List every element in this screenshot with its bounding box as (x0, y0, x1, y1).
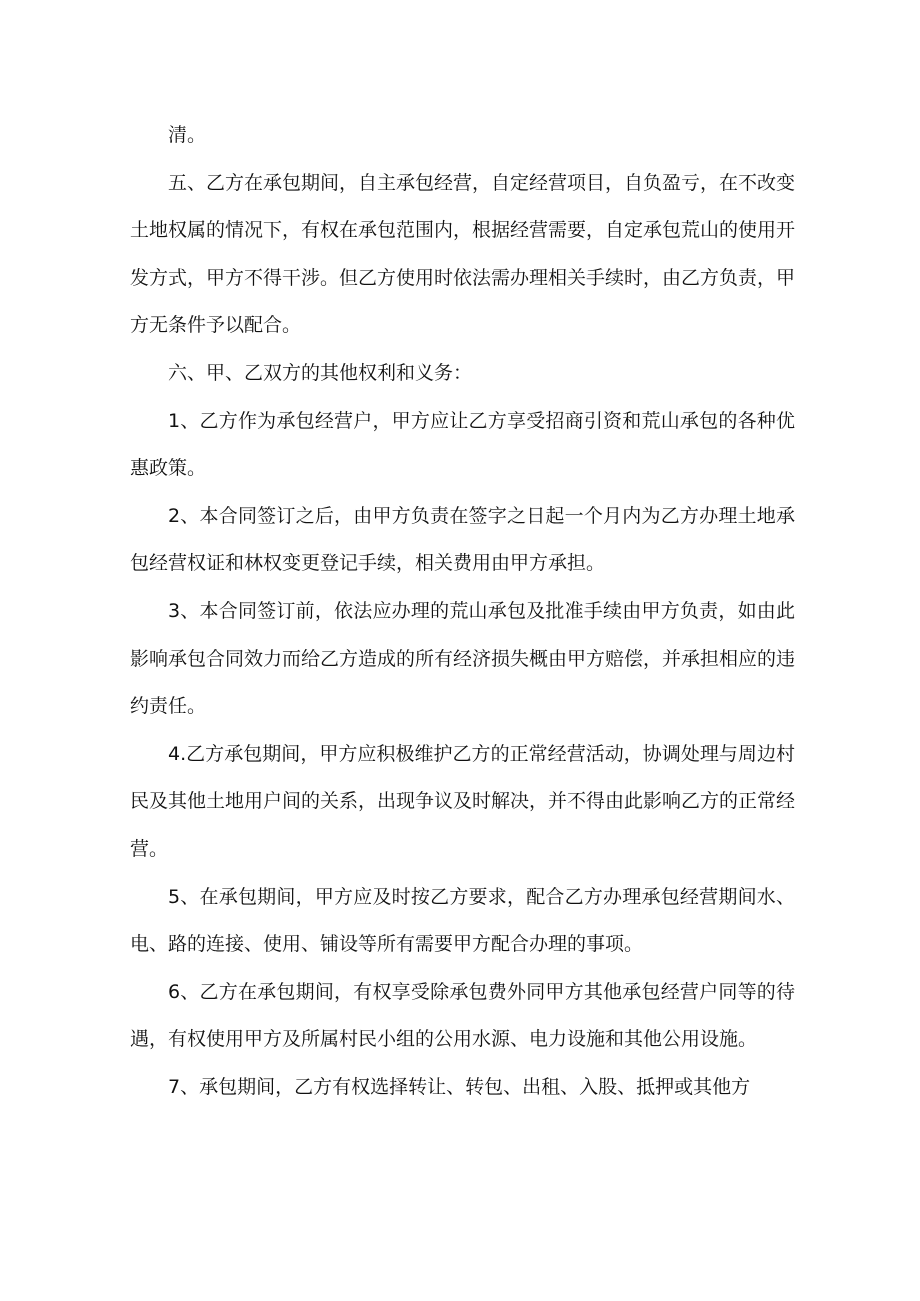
item-3-paragraph: 3、本合同签订前，依法应办理的荒山承包及批准手续由甲方负责，如由此影响承包合同效力而给乙方造成的所有经济损失概由甲方赔偿，并承担相应的违约责任。 (130, 599, 796, 718)
clause-5-paragraph: 五、乙方在承包期间，自主承包经营，自定经营项目，自负盈亏，在不改变土地权属的情况下，有权在承包范围内，根据经营需要，自定承包荒山的使用开发方式，甲方不得干涉。但乙方使用时依法需办理相关手续时，由乙方负责，甲方无条件予以配合。 (130, 171, 796, 337)
contract-body (130, 112, 795, 1111)
item-5-paragraph: 5、在承包期间，甲方应及时按乙方要求，配合乙方办理承包经营期间水、电、路的连接、使用、铺设等所有需要甲方配合办理的事项。 (130, 885, 795, 956)
item-7-paragraph: 7、承包期间，乙方有权选择转让、转包、出租、入股、抵押或其他方 (168, 1075, 751, 1098)
item-2-paragraph: 2、本合同签订之后，由甲方负责在签字之日起一个月内为乙方办理土地承包经营权证和林权变更登记手续，相关费用由甲方承担。 (130, 504, 795, 575)
item-4-paragraph: 4.乙方承包期间，甲方应积极维护乙方的正常经营活动，协调处理与周边村民及其他土地用户间的关系，出现争议及时解决，并不得由此影响乙方的正常经营。 (130, 742, 796, 860)
continuation-paragraph: 清。 (168, 124, 207, 146)
clause-6-heading: 六、甲、乙双方的其他权利和义务： (168, 361, 473, 384)
item-1-paragraph: 1、乙方作为承包经营户，甲方应让乙方享受招商引资和荒山承包的各种优惠政策。 (130, 409, 795, 480)
item-6-paragraph: 6、乙方在承包期间，有权享受除承包费外同甲方其他承包经营户同等的待遇，有权使用甲方及所属村民小组的公用水源、电力设施和其他公用设施。 (130, 980, 795, 1051)
